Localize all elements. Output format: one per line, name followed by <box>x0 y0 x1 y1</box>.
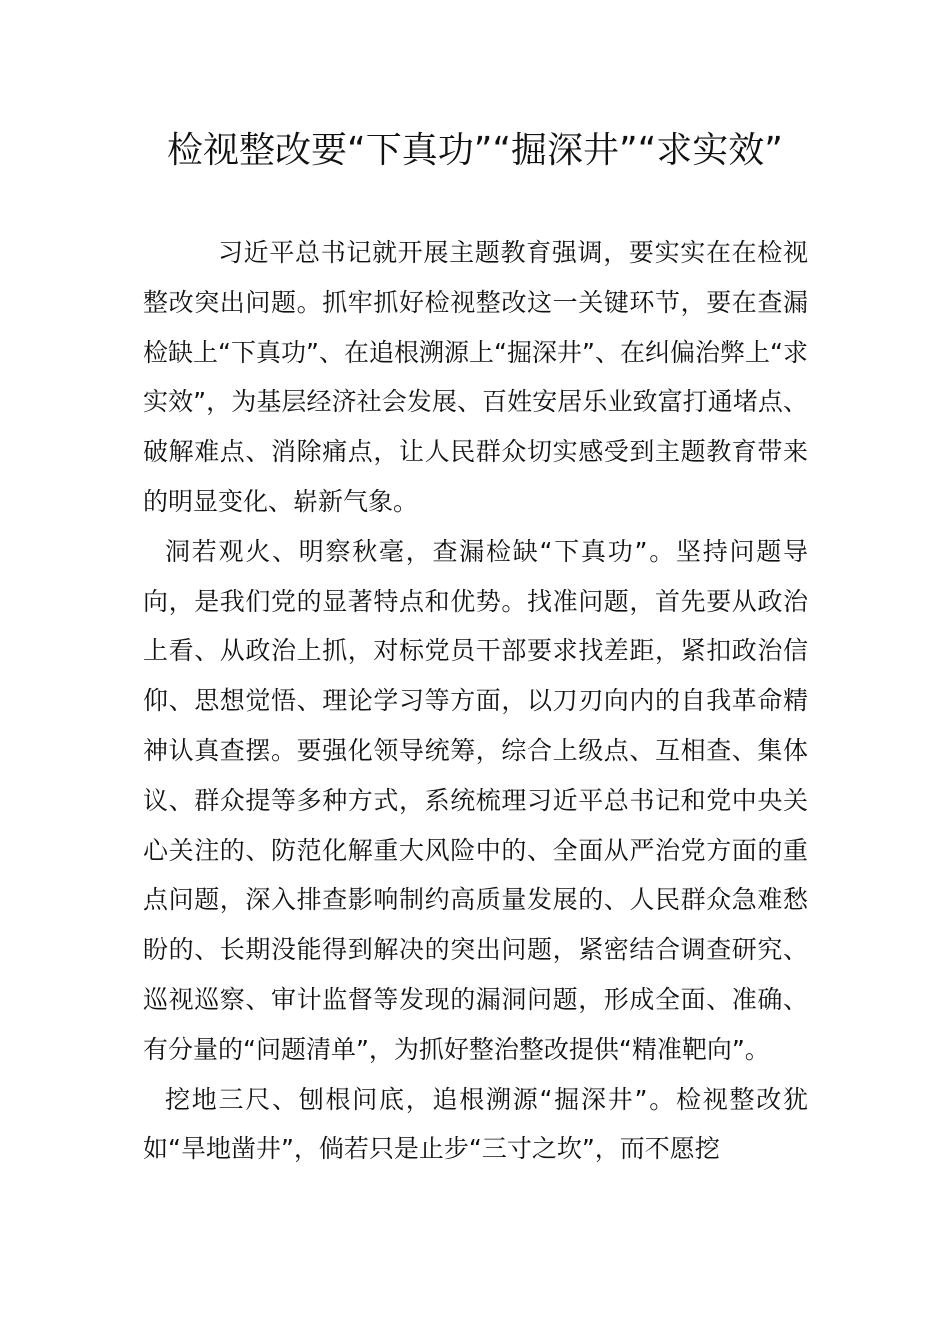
paragraph-intro: 习近平总书记就开展主题教育强调，要实实在在检视整改突出问题。抓牢抓好检视整改这一关键环节，要在查漏检缺上“下真功”、在追根溯源上“掘深井”、在纠偏治弊上“求实效”，为基层经济社会发展、百姓安居乐业致富打通堵点、破解难点、消除痛点，让人民群众切实感受到主题教育带来的明显变化、崭新气象。 <box>143 238 808 516</box>
document-title: 检视整改要“下真功”“掘深井”“求实效” <box>167 130 783 171</box>
paragraph-section-2: 挖地三尺、刨根问底，追根溯源“掘深井”。检视整改犹如“旱地凿井”，倘若只是止步“三寸之坎”，而不愿挖 <box>143 1084 808 1164</box>
paragraph-section-1: 洞若观火、明察秋毫，查漏检缺“下真功”。坚持问题导向，是我们党的显著特点和优势。找准问题，首先要从政治上看、从政治上抓，对标党员干部要求找差距，紧扣政治信仰、思想觉悟、理论学习等方面，以刀刃向内的自我革命精神认真查摆。要强化领导统筹，综合上级点、互相查、集体议、群众提等多种方式，系统梳理习近平总书记和党中央关心关注的、防范化解重大风险中的、全面从严治党方面的重点问题，深入排查影响制约高质量发展的、人民群众急难愁盼的、长期没能得到解决的突出问题，紧密结合调查研究、巡视巡察、审计监督等发现的漏洞问题，形成全面、准确、有分量的“问题清单”，为抓好整治整改提供“精准靶向”。 <box>143 536 808 1064</box>
document-body <box>143 228 808 1174</box>
